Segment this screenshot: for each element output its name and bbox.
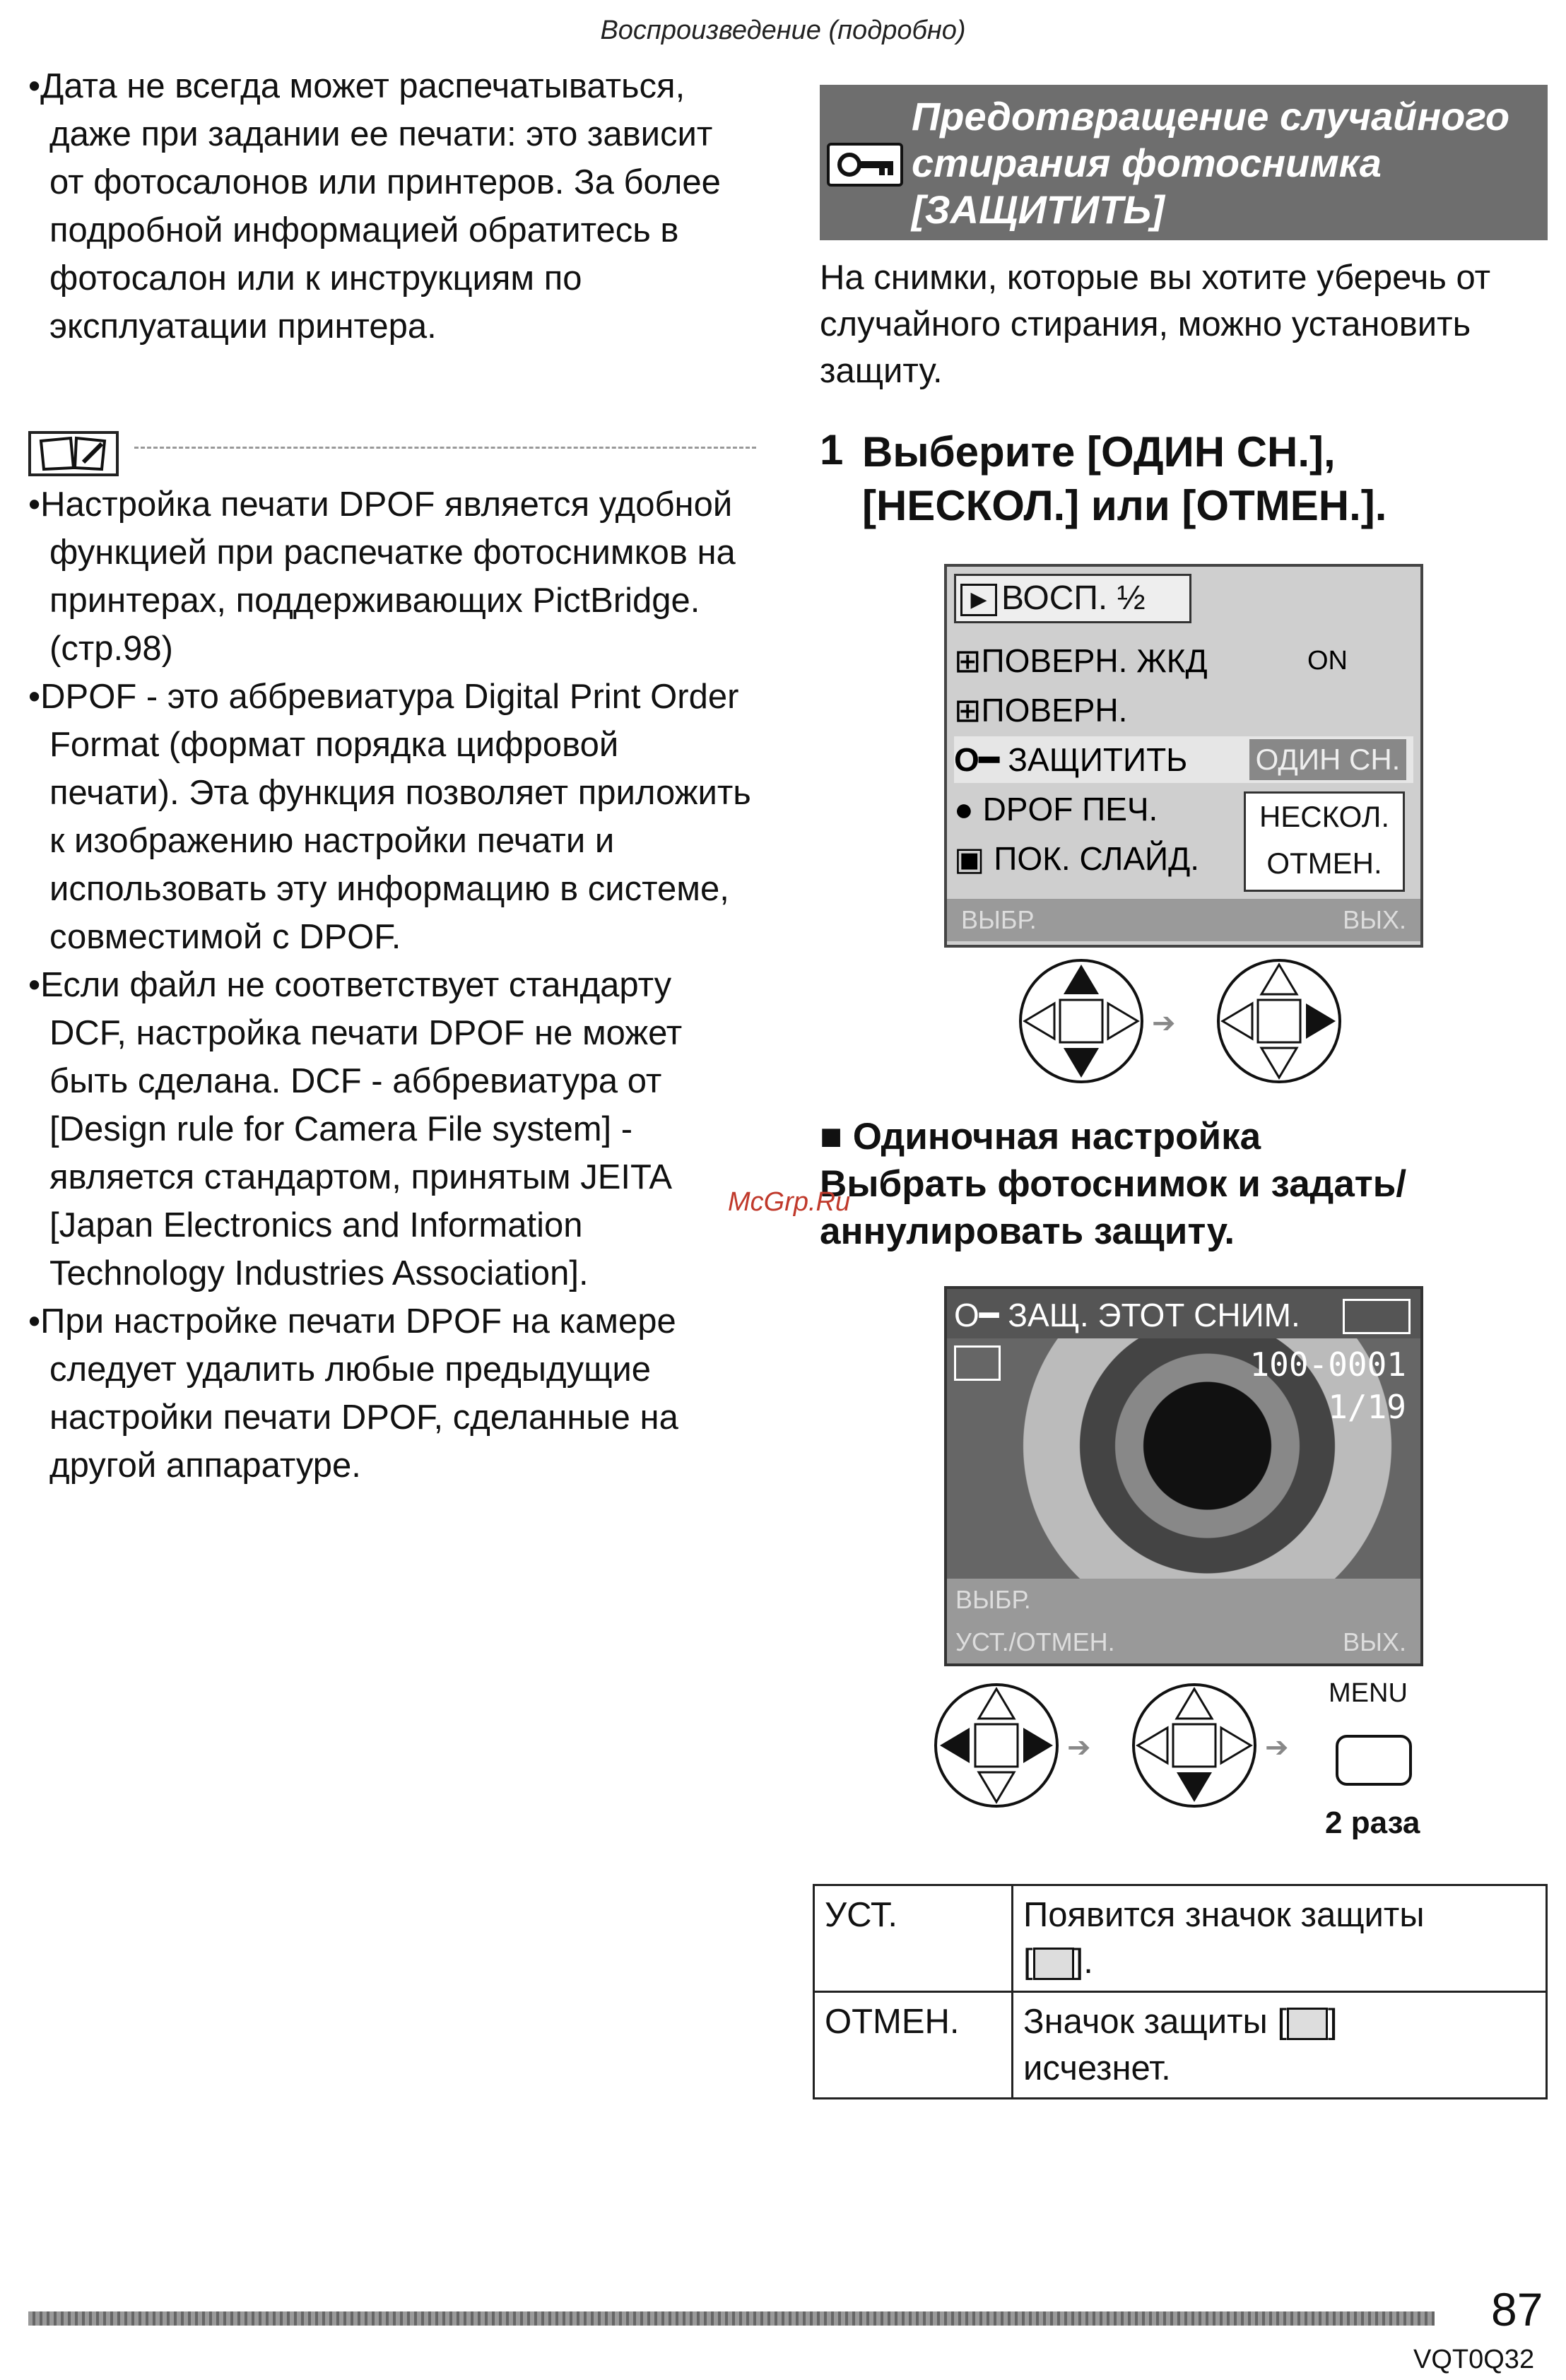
intro-text: На снимки, которые вы хотите уберечь от случайного стирания, можно установить защиту. bbox=[820, 259, 1491, 390]
watermark: McGrp.Ru bbox=[728, 1187, 851, 1217]
section-title: Предотвращение случайного стирания фотоснимка [ЗАЩИТИТЬ] bbox=[912, 94, 1510, 232]
bullet-dcf: •Если файл не соответствует стандарту DCF, настройка печати DPOF не может быть сделана. DCF - аббревиатура от [Design rule for Camera File system] - является стандартом, принятым JEITA [Japan Electronics and Information Technology Industries Association]. bbox=[28, 966, 683, 1292]
protect-table bbox=[813, 1884, 1548, 2099]
press-times-label: 2 раза bbox=[1325, 1805, 1420, 1840]
image-count: 1/19 bbox=[1328, 1388, 1406, 1426]
step-number: 1 bbox=[820, 426, 844, 473]
table-desc: Появится значок защиты [ ]. bbox=[1013, 1885, 1547, 1992]
menu-row-rotate[interactable]: ⊞ПОВЕРН. bbox=[954, 692, 1128, 729]
menu-label: MENU bbox=[1329, 1678, 1408, 1708]
photo-screen bbox=[944, 1286, 1423, 1666]
bullet-date-print: •Дата не всегда может распечатываться, даже при задании ее печати: это зависит от фотосалонов или принтеров. За более подробной информацией обратитесь в фотосалон или к инструкциям по эксплуатации принтера. bbox=[28, 67, 721, 346]
protect-key-icon bbox=[827, 143, 903, 187]
note-icon bbox=[28, 431, 119, 476]
table-row bbox=[814, 1885, 1547, 1992]
protect-this-label: О━ ЗАЩ. ЭТОТ СНИМ. bbox=[954, 1297, 1300, 1333]
menu-footer: ВЫБР. ВЫХ. bbox=[947, 899, 1420, 941]
dpof-icon: ● bbox=[954, 791, 974, 827]
square-bullet-icon: ■ bbox=[820, 1116, 843, 1157]
photo-footer: ВЫБР. УСТ./ОТМЕН. ВЫХ. bbox=[947, 1579, 1420, 1663]
slideshow-icon: ▣ bbox=[954, 840, 985, 877]
left-notes bbox=[28, 481, 756, 1490]
option-list bbox=[1244, 791, 1405, 892]
single-setting-heading: ■ Одиночная настройка Выбрать фотоснимок и задать/ аннулировать защиту. bbox=[820, 1116, 1407, 1252]
menu-button[interactable] bbox=[1336, 1735, 1412, 1786]
arrow-icon: ➔ bbox=[1067, 1732, 1091, 1763]
footer-bar bbox=[28, 2311, 1435, 2326]
page-header: Воспроизведение (подробно) bbox=[600, 16, 966, 45]
dpad-left-right[interactable] bbox=[933, 1682, 1060, 1809]
option-single[interactable]: ОДИН СН. bbox=[1249, 739, 1406, 780]
key-icon: О━ bbox=[954, 741, 999, 778]
model-code: VQT0Q32 bbox=[1413, 2345, 1535, 2374]
bullet-dpof-abbrev: •DPOF - это аббревиатура Digital Print Order Format (формат порядка цифровой печати). Эта функция позволяет приложить к изображению настройки печати и использовать эту информацию в системе, совместимой с DPOF. bbox=[28, 678, 751, 956]
arrow-icon: ➔ bbox=[1265, 1732, 1289, 1763]
menu-row-protect[interactable]: О━ ЗАЩИТИТЬ ОДИН СН. bbox=[954, 736, 1413, 783]
bullet-dpof-convenient: •Настройка печати DPOF является удобной функцией при распечатке фотоснимков на принтерах, поддерживающих PictBridge. (стр.98) bbox=[28, 485, 736, 668]
option-cancel[interactable]: ОТМЕН. bbox=[1266, 847, 1382, 880]
rotate-icon: ⊞ bbox=[954, 692, 982, 729]
note-divider bbox=[134, 447, 756, 449]
option-multi[interactable]: НЕСКОЛ. bbox=[1259, 800, 1390, 833]
battery-icon bbox=[1343, 1299, 1411, 1334]
left-intro bbox=[28, 62, 756, 350]
table-row bbox=[814, 1992, 1547, 2099]
protect-icon bbox=[1287, 2008, 1328, 2040]
rotate-lcd-icon: ⊞ bbox=[954, 642, 982, 679]
protect-icon bbox=[954, 1345, 1001, 1381]
menu-row-slideshow[interactable]: ▣ ПОК. СЛАЙД. bbox=[954, 840, 1200, 877]
dpad-down[interactable] bbox=[1131, 1682, 1258, 1809]
page-number: 87 bbox=[1491, 2283, 1543, 2335]
dpad-up-down[interactable] bbox=[1018, 958, 1145, 1085]
protect-icon bbox=[1033, 1948, 1074, 1980]
section-banner bbox=[820, 85, 1548, 240]
menu-screen bbox=[944, 564, 1423, 948]
dpad-right[interactable] bbox=[1215, 958, 1343, 1085]
table-key: УСТ. bbox=[814, 1885, 1013, 1992]
arrow-icon: ➔ bbox=[1152, 1008, 1176, 1039]
key-icon: О━ bbox=[954, 1297, 999, 1333]
menu-tab-play: ▶ ВОСП. ½ bbox=[954, 574, 1191, 623]
file-number: 100-0001 bbox=[1249, 1345, 1406, 1384]
play-icon: ▶ bbox=[960, 584, 997, 616]
menu-row-dpof[interactable]: ● DPOF ПЕЧ. bbox=[954, 791, 1158, 827]
table-key: ОТМЕН. bbox=[814, 1992, 1013, 2099]
bullet-delete-previous: •При настройке печати DPOF на камере следует удалить любые предыдущие настройки печати DPOF, сделанные на другой аппаратуре. bbox=[28, 1302, 678, 1485]
table-desc: Значок защиты [ ] исчезнет. bbox=[1013, 1992, 1547, 2099]
menu-row-rotate-lcd[interactable]: ⊞ПОВЕРН. ЖКД ON bbox=[954, 642, 1348, 679]
step-text: Выберите [ОДИН СН.], [НЕСКОЛ.] или [ОТМЕН.]. bbox=[862, 428, 1387, 529]
